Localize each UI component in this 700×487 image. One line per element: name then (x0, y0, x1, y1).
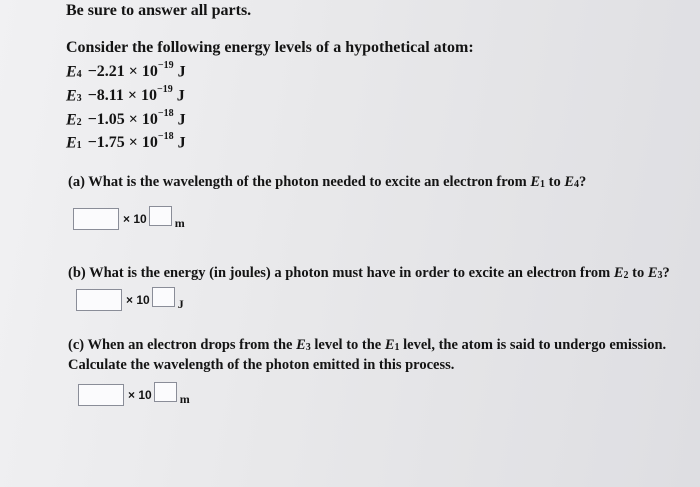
answer-a-exponent-input[interactable] (149, 206, 172, 226)
question-a-text: (a) What is the wavelength of the photon needed to excite an electron from $E_1$ to $E_4$? (68, 174, 587, 190)
instructions-text: Be sure to answer all parts. (66, 2, 252, 19)
answer-b-exponent-input[interactable] (152, 287, 175, 307)
times-ten-label: × 10 (123, 212, 147, 226)
answer-c-exponent-input[interactable] (154, 382, 177, 402)
answer-a-row (73, 208, 185, 230)
question-c-line2: Calculate the wavelength of the photon emitted in this process. (68, 357, 455, 373)
question-b-text: (b) What is the energy (in joules) a photon must have in order to excite an electron from $E_2$ to $E_3$? (68, 265, 670, 281)
answer-b-mantissa-input[interactable] (76, 289, 122, 311)
unit-label: J (177, 296, 184, 311)
answer-c-row (78, 384, 190, 406)
energy-level-e2: $E_2 -1.05 \times 10^{-18}$ J (66, 108, 186, 129)
unit-label: m (174, 215, 185, 230)
times-ten-label: × 10 (126, 293, 150, 307)
intro-text: Consider the following energy levels of a hypothetical atom: (66, 39, 474, 56)
unit-label: m (179, 391, 190, 406)
energy-level-e4: $E_4 -2.21 \times 10^{-19}$ J (66, 60, 186, 81)
energy-level-e1: $E_1 -1.75 \times 10^{-18}$ J (66, 131, 186, 152)
answer-c-mantissa-input[interactable] (78, 384, 124, 406)
times-ten-label: × 10 (128, 388, 152, 402)
answer-a-mantissa-input[interactable] (73, 208, 119, 230)
energy-level-e3: $E_3 -8.11 \times 10^{-19}$ J (66, 84, 185, 105)
answer-b-row (76, 289, 184, 311)
question-c-line1: (c) When an electron drops from the $E_3$ level to the $E_1$ level, the atom is said to undergo emission. (68, 337, 667, 353)
